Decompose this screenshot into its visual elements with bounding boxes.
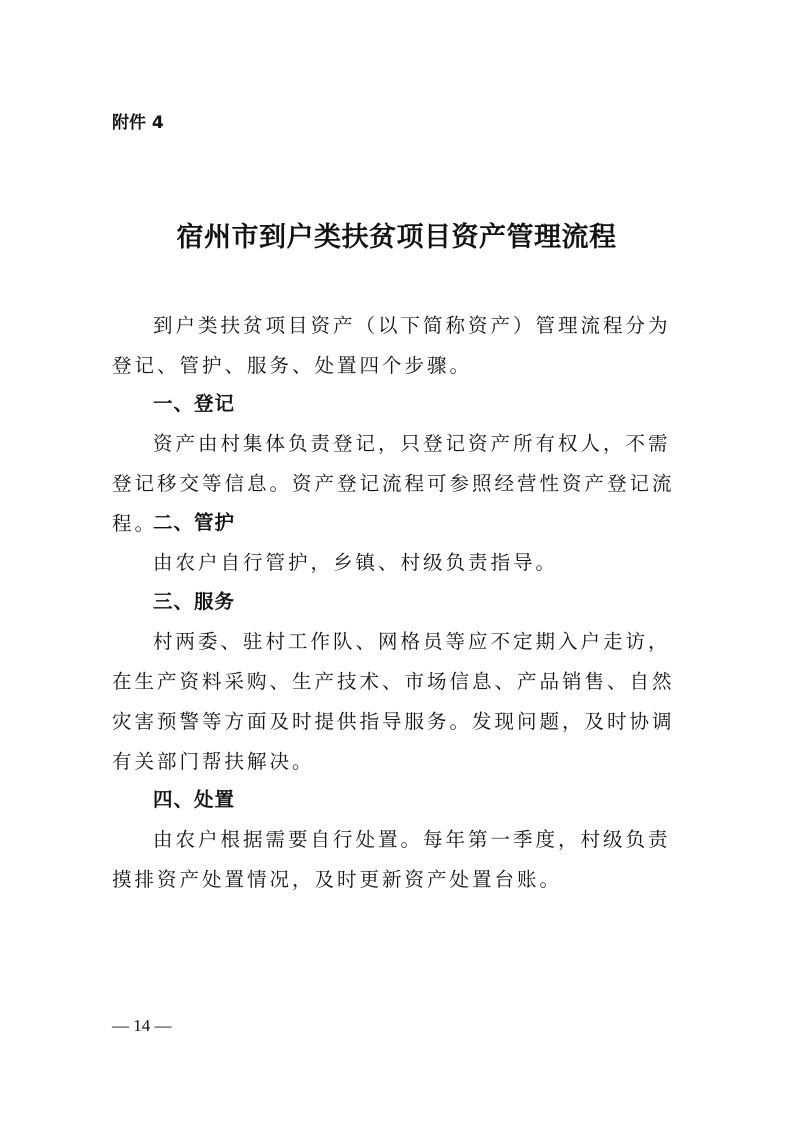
section-heading-maintenance: 二、管护 bbox=[153, 511, 236, 534]
section-heading-service: 三、服务 bbox=[153, 590, 236, 613]
section-body-disposal: 由农户根据需要自行处置。每年第一季度，村级负责摸排资产处置情况，及时更新资产处置台账。 bbox=[112, 828, 671, 891]
intro-paragraph: 到户类扶贫项目资产（以下简称资产）管理流程分为登记、管护、服务、处置四个步骤。 bbox=[112, 314, 671, 377]
attachment-label: 附件 4 bbox=[112, 113, 164, 133]
section-heading-disposal: 四、处置 bbox=[153, 788, 236, 811]
document-title: 宿州市到户类扶贫项目资产管理流程 bbox=[176, 222, 617, 253]
section-body-registration: 资产由村集体负责登记，只登记资产所有权人，不需登记移交等信息。资产登记流程可参照经营性资产登记流程。 bbox=[112, 432, 675, 535]
section-body-maintenance: 由农户自行管护，乡镇、村级负责指导。 bbox=[153, 551, 559, 574]
page-number: — 14 — bbox=[112, 1016, 172, 1035]
section-heading-registration: 一、登记 bbox=[153, 392, 236, 415]
section-body-service: 村两委、驻村工作队、网格员等应不定期入户走访，在生产资料采购、生产技术、市场信息、产品销售、自然灾害预警等方面及时提供指导服务。发现问题，及时协调有关部门帮扶解决。 bbox=[112, 630, 675, 773]
